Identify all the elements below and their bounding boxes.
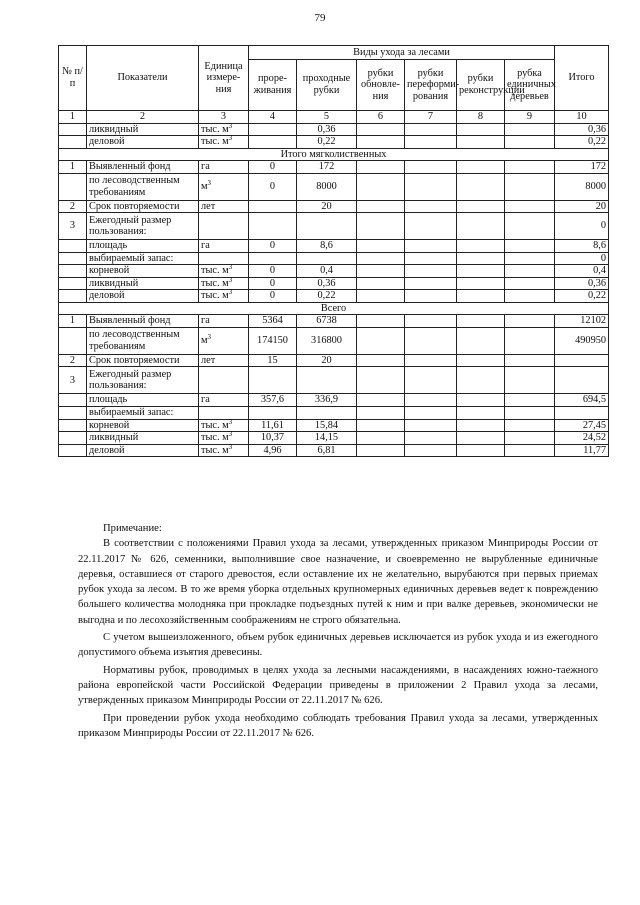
- row-value: [457, 161, 505, 174]
- col-number: 9: [505, 111, 555, 124]
- header-unit: Единица измере-ния: [199, 46, 249, 111]
- row-value: 20: [297, 200, 357, 213]
- row-value: [357, 367, 405, 394]
- row-unit: [199, 367, 249, 394]
- row-value: [505, 200, 555, 213]
- row-label: Ежегодный размер пользования:: [87, 213, 199, 240]
- row-unit: [199, 136, 249, 149]
- unit-text: га: [201, 315, 210, 327]
- row-number: [59, 240, 87, 253]
- row-label: деловой: [87, 444, 199, 457]
- unit-text: га: [201, 161, 210, 173]
- row-value: [405, 327, 457, 354]
- row-value: [357, 406, 405, 419]
- row-value: [357, 123, 405, 136]
- row-label: выбираемый запас:: [87, 252, 199, 265]
- row-total: 11,77: [555, 444, 609, 457]
- unit-exponent: 3: [228, 288, 233, 297]
- row-value: 0,22: [297, 290, 357, 303]
- row-value: [505, 213, 555, 240]
- unit-text: м: [201, 180, 208, 192]
- row-value: [357, 327, 405, 354]
- row-label: площадь: [87, 394, 199, 407]
- unit-text: тыс. м: [201, 265, 229, 277]
- row-value: 8,6: [297, 240, 357, 253]
- unit-exponent: 3: [207, 178, 212, 187]
- row-value: [405, 354, 457, 367]
- row-unit: [199, 265, 249, 278]
- row-value: [457, 419, 505, 432]
- row-value: [457, 315, 505, 328]
- row-number: [59, 327, 87, 354]
- row-total: 20: [555, 200, 609, 213]
- row-value: [505, 123, 555, 136]
- row-value: [357, 432, 405, 445]
- row-value: [457, 136, 505, 149]
- forest-care-table: [58, 45, 609, 457]
- row-value: 5364: [249, 315, 297, 328]
- row-number: 1: [59, 161, 87, 174]
- row-value: [505, 367, 555, 394]
- row-value: [405, 406, 457, 419]
- row-number: [59, 290, 87, 303]
- unit-exponent: 3: [228, 263, 233, 272]
- row-unit: [199, 173, 249, 200]
- header-type: рубка единичных деревьев: [505, 60, 555, 111]
- row-value: 357,6: [249, 394, 297, 407]
- row-value: [505, 161, 555, 174]
- section-softwood-row: [59, 277, 609, 290]
- row-total: [555, 354, 609, 367]
- row-label: ликвидный: [87, 277, 199, 290]
- section-total-row: [59, 367, 609, 394]
- section-title: Итого мягколиственных: [59, 148, 609, 161]
- row-total: 24,52: [555, 432, 609, 445]
- col-number: 2: [87, 111, 199, 124]
- row-value: 6,81: [297, 444, 357, 457]
- row-value: 6738: [297, 315, 357, 328]
- unit-text: лет: [201, 200, 216, 212]
- row-value: 316800: [297, 327, 357, 354]
- row-number: 2: [59, 200, 87, 213]
- row-value: [357, 419, 405, 432]
- unit-text: тыс. м: [201, 419, 229, 431]
- row-value: 14,15: [297, 432, 357, 445]
- unit-text: м: [201, 335, 208, 347]
- row-value: [357, 315, 405, 328]
- row-value: 10,37: [249, 432, 297, 445]
- header-type: рубки обновле-ния: [357, 60, 405, 111]
- row-unit: [199, 290, 249, 303]
- header-indicators: Показатели: [87, 46, 199, 111]
- notes-block: [78, 521, 598, 741]
- row-unit: [199, 444, 249, 457]
- row-value: [357, 136, 405, 149]
- unit-text: тыс. м: [201, 123, 229, 135]
- unit-exponent: 3: [228, 121, 233, 130]
- row-total: [555, 367, 609, 394]
- row-value: [297, 252, 357, 265]
- unit-exponent: 3: [228, 442, 233, 451]
- row-value: [249, 252, 297, 265]
- row-value: [297, 213, 357, 240]
- header-group: Виды ухода за лесами: [249, 46, 555, 60]
- row-value: [505, 354, 555, 367]
- col-number: 5: [297, 111, 357, 124]
- row-unit: [199, 252, 249, 265]
- row-value: [405, 123, 457, 136]
- row-value: [457, 252, 505, 265]
- row-value: [357, 200, 405, 213]
- row-unit: [199, 277, 249, 290]
- row-label: корневой: [87, 419, 199, 432]
- row-value: [405, 394, 457, 407]
- row-total: 490950: [555, 327, 609, 354]
- row-total: 0: [555, 213, 609, 240]
- page-number: 79: [314, 12, 326, 24]
- row-label: корневой: [87, 265, 199, 278]
- section-softwood-row: [59, 173, 609, 200]
- row-unit: [199, 240, 249, 253]
- row-value: [457, 406, 505, 419]
- row-total: 0,4: [555, 265, 609, 278]
- row-value: [357, 444, 405, 457]
- section-softwood-row: [59, 213, 609, 240]
- row-value: [357, 290, 405, 303]
- row-value: [505, 327, 555, 354]
- header-total: Итого: [555, 46, 609, 111]
- row-value: [405, 290, 457, 303]
- row-total: 172: [555, 161, 609, 174]
- col-number: 10: [555, 111, 609, 124]
- notes-paragraph: В соответствии с положениями Правил ухода за лесами, утвержденных приказом Минприроды России от 22.11.2017 № 626, семенники, выполнившие свое назначение, и своевременно не вырубленные единичные деревья, оставшиеся от старого древостоя, если оставление их не желательно, вырубаются при первых приемах рубок ухода за лесом. В то же время уборка отдельных крупномерных единичных деревьев ведет к повреждению большего количества молодняка при прокладке подъездных путей к ним и при валке деревьев, экономически не выгодна и по лесохозяйственным соображениям не строго обязательна.: [78, 538, 598, 626]
- row-value: 11,61: [249, 419, 297, 432]
- row-total: 0,36: [555, 123, 609, 136]
- row-total: 8000: [555, 173, 609, 200]
- row-value: [505, 406, 555, 419]
- header-type: проре-живания: [249, 60, 297, 111]
- unit-exponent: 3: [228, 134, 233, 143]
- row-value: [505, 419, 555, 432]
- row-number: [59, 136, 87, 149]
- row-number: [59, 173, 87, 200]
- row-number: 3: [59, 367, 87, 394]
- row-label: Срок повторяемости: [87, 200, 199, 213]
- row-number: 2: [59, 354, 87, 367]
- row-value: [405, 213, 457, 240]
- row-unit: [199, 419, 249, 432]
- unit-text: га: [201, 394, 210, 406]
- row-number: [59, 419, 87, 432]
- row-value: [505, 265, 555, 278]
- row-label: Выявленный фонд: [87, 315, 199, 328]
- row-total: [555, 406, 609, 419]
- section-softwood-row: [59, 240, 609, 253]
- row-value: [297, 406, 357, 419]
- row-value: 0,4: [297, 265, 357, 278]
- row-value: [405, 136, 457, 149]
- row-value: [505, 240, 555, 253]
- row-value: [405, 173, 457, 200]
- row-unit: [199, 327, 249, 354]
- row-label: ликвидный: [87, 432, 199, 445]
- row-value: 8000: [297, 173, 357, 200]
- row-value: [297, 367, 357, 394]
- row-label: по лесоводственным требованиям: [87, 173, 199, 200]
- row-unit: [199, 315, 249, 328]
- row-value: [405, 367, 457, 394]
- section-total-row: [59, 327, 609, 354]
- row-value: 0: [249, 240, 297, 253]
- row-value: [505, 394, 555, 407]
- row-unit: [199, 354, 249, 367]
- section-total-row: [59, 394, 609, 407]
- row-value: [457, 240, 505, 253]
- header-type: проходные рубки: [297, 60, 357, 111]
- row-value: [357, 394, 405, 407]
- unit-exponent: 3: [228, 417, 233, 426]
- unit-exponent: 3: [228, 275, 233, 284]
- row-value: [249, 200, 297, 213]
- row-value: 0: [249, 265, 297, 278]
- row-value: 0: [249, 277, 297, 290]
- row-label: Срок повторяемости: [87, 354, 199, 367]
- row-value: 20: [297, 354, 357, 367]
- row-value: [505, 290, 555, 303]
- row-value: [457, 354, 505, 367]
- row-unit: [199, 213, 249, 240]
- row-label: деловой: [87, 290, 199, 303]
- section-softwood-title-row: [59, 148, 609, 161]
- row-value: [505, 252, 555, 265]
- row-label: деловой: [87, 136, 199, 149]
- col-number: 7: [405, 111, 457, 124]
- row-value: [505, 432, 555, 445]
- row-value: [457, 265, 505, 278]
- row-value: [357, 252, 405, 265]
- unit-text: га: [201, 240, 210, 252]
- row-label: Ежегодный размер пользования:: [87, 367, 199, 394]
- row-value: 4,96: [249, 444, 297, 457]
- section-total-row: [59, 432, 609, 445]
- row-number: [59, 277, 87, 290]
- header-row-1: [59, 46, 609, 60]
- row-value: 0,36: [297, 123, 357, 136]
- section-softwood-row: [59, 200, 609, 213]
- row-unit: [199, 394, 249, 407]
- row-value: [457, 432, 505, 445]
- header-num: № п/п: [59, 46, 87, 111]
- row-total: 27,45: [555, 419, 609, 432]
- row-number: [59, 406, 87, 419]
- section-softwood-row: [59, 290, 609, 303]
- row-value: [249, 367, 297, 394]
- row-value: [249, 406, 297, 419]
- row-label: выбираемый запас:: [87, 406, 199, 419]
- header-type: рубки реконструкции: [457, 60, 505, 111]
- col-number: 1: [59, 111, 87, 124]
- row-total: 0,36: [555, 277, 609, 290]
- row-number: [59, 252, 87, 265]
- row-value: [457, 123, 505, 136]
- row-unit: [199, 123, 249, 136]
- row-total: 0: [555, 252, 609, 265]
- row-value: 15: [249, 354, 297, 367]
- row-value: 336,9: [297, 394, 357, 407]
- section-softwood-row: [59, 252, 609, 265]
- row-total: 12102: [555, 315, 609, 328]
- col-number: 4: [249, 111, 297, 124]
- row-value: [357, 265, 405, 278]
- row-value: 172: [297, 161, 357, 174]
- unit-text: тыс. м: [201, 290, 229, 302]
- col-number: 6: [357, 111, 405, 124]
- row-value: [357, 161, 405, 174]
- row-value: 15,84: [297, 419, 357, 432]
- row-value: 0,22: [297, 136, 357, 149]
- row-value: [457, 290, 505, 303]
- notes-paragraph: С учетом вышеизложенного, объем рубок единичных деревьев исключается из рубок ухода и из ежегодного допустимого объема изъятия древесины.: [78, 632, 598, 659]
- row-value: 174150: [249, 327, 297, 354]
- col-number: 8: [457, 111, 505, 124]
- row-value: [505, 136, 555, 149]
- top-row: [59, 123, 609, 136]
- section-total-row: [59, 315, 609, 328]
- row-total: 8,6: [555, 240, 609, 253]
- row-value: [457, 200, 505, 213]
- section-softwood-row: [59, 265, 609, 278]
- header-type: рубки переформи-рования: [405, 60, 457, 111]
- row-value: [405, 419, 457, 432]
- row-label: по лесоводственным требованиям: [87, 327, 199, 354]
- row-label: Выявленный фонд: [87, 161, 199, 174]
- row-value: [405, 200, 457, 213]
- row-number: [59, 265, 87, 278]
- row-value: [505, 315, 555, 328]
- row-value: [457, 394, 505, 407]
- section-total-title-row: [59, 302, 609, 315]
- unit-text: тыс. м: [201, 444, 229, 456]
- row-value: [457, 213, 505, 240]
- section-total-row: [59, 444, 609, 457]
- unit-text: тыс. м: [201, 136, 229, 148]
- row-value: [405, 432, 457, 445]
- row-number: [59, 444, 87, 457]
- row-value: [457, 367, 505, 394]
- row-value: [405, 161, 457, 174]
- row-total: 0,22: [555, 136, 609, 149]
- row-number: 3: [59, 213, 87, 240]
- row-value: [357, 173, 405, 200]
- row-label: ликвидный: [87, 123, 199, 136]
- row-unit: [199, 200, 249, 213]
- row-value: [405, 315, 457, 328]
- row-value: [405, 277, 457, 290]
- section-total-row: [59, 406, 609, 419]
- row-value: 0: [249, 161, 297, 174]
- unit-exponent: 3: [228, 430, 233, 439]
- section-title: Всего: [59, 302, 609, 315]
- notes-paragraph: Нормативы рубок, проводимых в целях ухода за лесными насаждениями, в насаждениях южно-таежного района европейской части Российской Федерации приведены в приложении 2 Правил ухода за лесами, утвержденных приказом Минприроды России от 22.11.2017 № 626.: [78, 664, 598, 707]
- row-value: [405, 444, 457, 457]
- row-value: [457, 173, 505, 200]
- row-value: 0: [249, 173, 297, 200]
- row-total: 694,5: [555, 394, 609, 407]
- row-value: [457, 327, 505, 354]
- row-number: [59, 432, 87, 445]
- row-total: 0,22: [555, 290, 609, 303]
- row-unit: [199, 432, 249, 445]
- row-unit: [199, 161, 249, 174]
- top-row: [59, 136, 609, 149]
- row-value: [457, 444, 505, 457]
- row-value: 0,36: [297, 277, 357, 290]
- row-value: [249, 213, 297, 240]
- row-value: [405, 265, 457, 278]
- row-value: [405, 252, 457, 265]
- row-value: [505, 444, 555, 457]
- row-value: [357, 240, 405, 253]
- col-number: 3: [199, 111, 249, 124]
- row-label: площадь: [87, 240, 199, 253]
- unit-exponent: 3: [207, 333, 212, 342]
- row-number: [59, 123, 87, 136]
- row-value: [405, 240, 457, 253]
- row-value: [249, 136, 297, 149]
- row-number: [59, 394, 87, 407]
- unit-text: тыс. м: [201, 277, 229, 289]
- unit-text: лет: [201, 354, 216, 366]
- notes-title: Примечание:: [103, 523, 162, 534]
- section-softwood-row: [59, 161, 609, 174]
- section-total-row: [59, 354, 609, 367]
- column-numbers-row: [59, 111, 609, 124]
- row-value: [357, 213, 405, 240]
- row-value: [505, 277, 555, 290]
- row-value: [457, 277, 505, 290]
- row-value: [357, 277, 405, 290]
- row-value: [505, 173, 555, 200]
- row-value: [249, 123, 297, 136]
- row-value: [357, 354, 405, 367]
- row-unit: [199, 406, 249, 419]
- row-number: 1: [59, 315, 87, 328]
- notes-paragraph: При проведении рубок ухода необходимо соблюдать требования Правил ухода за лесами, утвержденных приказом Минприроды России от 22.11.2017 № 626.: [78, 712, 598, 739]
- section-total-row: [59, 419, 609, 432]
- unit-text: тыс. м: [201, 432, 229, 444]
- row-value: 0: [249, 290, 297, 303]
